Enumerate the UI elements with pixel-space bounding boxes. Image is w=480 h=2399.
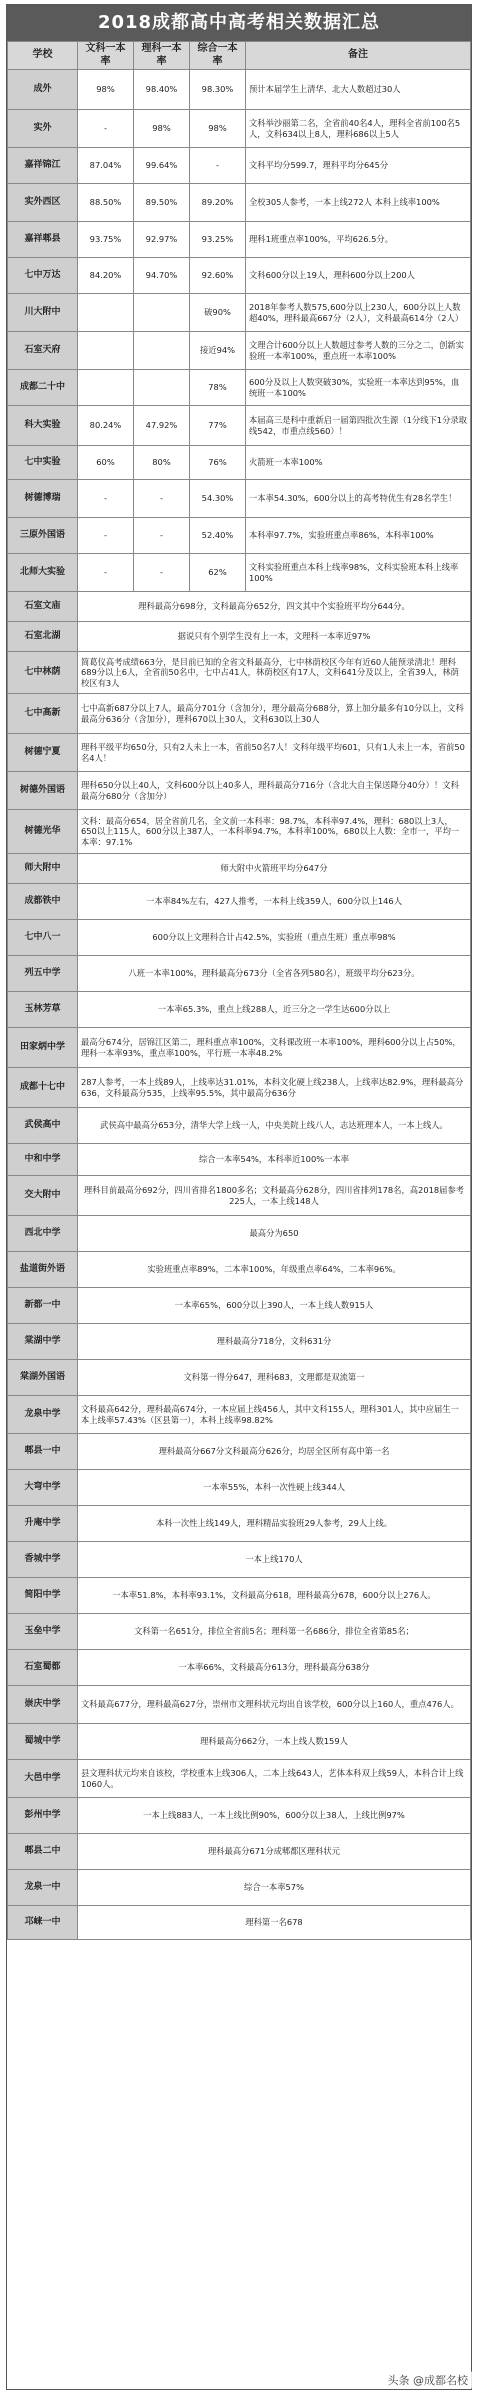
wen-rate-cell: 98% xyxy=(78,70,134,110)
school-name-cell: 川大附中 xyxy=(8,294,78,332)
table-header-row xyxy=(8,42,471,70)
wen-rate-cell: - xyxy=(78,554,134,592)
header-zong-rate: 综合一本率 xyxy=(190,42,246,70)
school-name-cell: 大弯中学 xyxy=(8,1470,78,1506)
table-row xyxy=(8,592,471,622)
note-cell: 一本率55%，本科一次性硬上线344人 xyxy=(78,1470,471,1506)
wen-rate-cell: - xyxy=(78,480,134,518)
school-name-cell: 蜀城中学 xyxy=(8,1724,78,1760)
wen-rate-cell: 60% xyxy=(78,446,134,480)
school-name-cell: 西北中学 xyxy=(8,1216,78,1252)
table-row xyxy=(8,1028,471,1068)
zong-rate-cell: 77% xyxy=(190,406,246,446)
table-row xyxy=(8,854,471,884)
note-cell: 一本率51.8%，本科率93.1%，文科最高分618，理科最高分678，600分以上276人。 xyxy=(78,1578,471,1614)
table-row xyxy=(8,1396,471,1434)
table-row xyxy=(8,1578,471,1614)
table-row xyxy=(8,370,471,406)
table-row xyxy=(8,1506,471,1542)
school-name-cell: 嘉祥锦江 xyxy=(8,148,78,184)
note-cell: 本届高三是科中重新启一届第四批次生源（1分线下1分录取线542，市重点线560）！ xyxy=(246,406,471,446)
note-cell: 2018年参考人数575,600分以上230人，600分以上人数超40%，理科最高667分（2人），文科最高614分（2人） xyxy=(246,294,471,332)
note-cell: 综合一本率54%，本科率近100%一本率 xyxy=(78,1144,471,1176)
school-name-cell: 树德宁夏 xyxy=(8,734,78,772)
note-cell: 预计本届学生上清华、北大人数超过30人 xyxy=(246,70,471,110)
note-cell: 最高分为650 xyxy=(78,1216,471,1252)
table-row xyxy=(8,1068,471,1108)
li-rate-cell: 80% xyxy=(134,446,190,480)
table-row xyxy=(8,1108,471,1144)
school-name-cell: 七中八一 xyxy=(8,920,78,956)
table-row xyxy=(8,148,471,184)
zong-rate-cell: 78% xyxy=(190,370,246,406)
table-row xyxy=(8,446,471,480)
note-cell: 文理合计600分以上人数超过参考人数的三分之二，创新实验班一本率100%，重点班一本率100% xyxy=(246,332,471,370)
note-cell: 理科最高分662分，一本上线人数159人 xyxy=(78,1724,471,1760)
table-row xyxy=(8,406,471,446)
table-row xyxy=(8,70,471,110)
note-cell: 文科最高642分，理科最高674分，一本应届上线456人，其中文科155人，理科301人，其中应届生一本上线率57.43%（区县第一），本科上线率98.82% xyxy=(78,1396,471,1434)
li-rate-cell xyxy=(134,370,190,406)
school-name-cell: 崇庆中学 xyxy=(8,1686,78,1724)
table-row xyxy=(8,694,471,734)
wen-rate-cell xyxy=(78,294,134,332)
table-row xyxy=(8,1288,471,1324)
note-cell: 文科第一名651分，排位全省前5名；理科第一名686分，排位全省第85名； xyxy=(78,1614,471,1650)
table-row xyxy=(8,1216,471,1252)
zong-rate-cell: 接近94% xyxy=(190,332,246,370)
school-name-cell: 盐道街外语 xyxy=(8,1252,78,1288)
header-li-rate: 理科一本率 xyxy=(134,42,190,70)
school-name-cell: 田家炳中学 xyxy=(8,1028,78,1068)
note-cell: 综合一本率57% xyxy=(78,1870,471,1906)
table-row xyxy=(8,1360,471,1396)
table-row xyxy=(8,1724,471,1760)
note-cell: 287人参考，一本上线89人，上线率达31.01%，本科文化硬上线238人，上线率达82.9%，理科最高分636，文科最高分535，上线率95.5%，其中最高分636分 xyxy=(78,1068,471,1108)
table-row xyxy=(8,1906,471,1940)
school-name-cell: 简阳中学 xyxy=(8,1578,78,1614)
school-name-cell: 大邑中学 xyxy=(8,1760,78,1798)
school-name-cell: 三原外国语 xyxy=(8,518,78,554)
note-cell: 文科：最高分654，居全省前几名，全文前一本科率：98.7%，本科率97.4%，理科：680以上3人，650以上115人，600分以上387人，一本科率94.7%，本科率100%，680以上人数：全市一，平均一本率：97.1% xyxy=(78,810,471,854)
school-name-cell: 成都铁中 xyxy=(8,884,78,920)
li-rate-cell: - xyxy=(134,480,190,518)
school-name-cell: 成外 xyxy=(8,70,78,110)
note-cell: 理科目前最高分692分，四川省排名1800多名；文科最高分628分，四川省排列178名，高2018届参考225人，一本上线148人 xyxy=(78,1176,471,1216)
school-name-cell: 玉林芳草 xyxy=(8,992,78,1028)
zong-rate-cell: - xyxy=(190,148,246,184)
zong-rate-cell: 93.25% xyxy=(190,222,246,258)
school-name-cell: 成都二十中 xyxy=(8,370,78,406)
li-rate-cell xyxy=(134,294,190,332)
page-title: 2018成都高中高考相关数据汇总 xyxy=(7,5,471,41)
table-row xyxy=(8,110,471,148)
zong-rate-cell: 54.30% xyxy=(190,480,246,518)
school-name-cell: 玉垒中学 xyxy=(8,1614,78,1650)
wen-rate-cell xyxy=(78,332,134,370)
header-wen-rate: 文科一本率 xyxy=(78,42,134,70)
school-name-cell: 新都一中 xyxy=(8,1288,78,1324)
school-name-cell: 师大附中 xyxy=(8,854,78,884)
li-rate-cell: 99.64% xyxy=(134,148,190,184)
note-cell: 一本率54.30%，600分以上的高考特优生有28名学生！ xyxy=(246,480,471,518)
table-row xyxy=(8,1870,471,1906)
school-name-cell: 升庵中学 xyxy=(8,1506,78,1542)
li-rate-cell: - xyxy=(134,518,190,554)
zong-rate-cell: 破90% xyxy=(190,294,246,332)
li-rate-cell: - xyxy=(134,554,190,592)
table-row xyxy=(8,222,471,258)
table-row xyxy=(8,1252,471,1288)
note-cell: 火箭班一本率100% xyxy=(246,446,471,480)
table-row xyxy=(8,1542,471,1578)
note-cell: 600分及以上人数突破30%，实验班一本率达到95%，血统班一本100% xyxy=(246,370,471,406)
data-table xyxy=(7,41,471,1940)
note-cell: 一本上线170人 xyxy=(78,1542,471,1578)
note-cell: 县文理科状元均来自该校，学校重本上线306人，二本上线643人，艺体本科双上线59人，本科合计上线1060人。 xyxy=(78,1760,471,1798)
table-row xyxy=(8,184,471,222)
wen-rate-cell: 88.50% xyxy=(78,184,134,222)
note-cell: 理科1班重点率100%，平均626.5分。 xyxy=(246,222,471,258)
table-row xyxy=(8,332,471,370)
note-cell: 文科平均分599.7，理科平均分645分 xyxy=(246,148,471,184)
note-cell: 文科举沙丽第二名，全省前40名4人，理科全省前100名5人，文科634以上8人，理科686以上5人 xyxy=(246,110,471,148)
note-cell: 理科最高分718分，文科631分 xyxy=(78,1324,471,1360)
table-row xyxy=(8,1176,471,1216)
header-note: 备注 xyxy=(246,42,471,70)
table-row xyxy=(8,622,471,652)
li-rate-cell: 94.70% xyxy=(134,258,190,294)
wen-rate-cell xyxy=(78,370,134,406)
school-name-cell: 树德博瑞 xyxy=(8,480,78,518)
table-row xyxy=(8,1650,471,1686)
school-name-cell: 石室北湖 xyxy=(8,622,78,652)
li-rate-cell: 98% xyxy=(134,110,190,148)
table-row xyxy=(8,992,471,1028)
school-name-cell: 科大实验 xyxy=(8,406,78,446)
note-cell: 理科650分以上40人，文科600分以上40多人，理科最高分716分（含北大自主保送降分40分）！文科最高分680分（含加分） xyxy=(78,772,471,810)
school-name-cell: 实外 xyxy=(8,110,78,148)
table-row xyxy=(8,518,471,554)
note-cell: 一本上线883人，一本上线比例90%，600分以上38人，上线比例97% xyxy=(78,1798,471,1834)
zong-rate-cell: 89.20% xyxy=(190,184,246,222)
school-name-cell: 实外西区 xyxy=(8,184,78,222)
note-cell: 简葛仪高考成绩663分，是目前已知的全省文科最高分，七中林荫校区今年有近60人能预录清北！理科689分以上6人，全省前50名中，七中占41人，林荫校区有17人，文科641分及以上，全省39人，林荫校区有3人 xyxy=(78,652,471,694)
note-cell: 理科平级平均650分，只有2人未上一本，省前50名7人！文科年级平均601，只有1人未上一本，省前50名4人！ xyxy=(78,734,471,772)
note-cell: 师大附中火箭班平均分647分 xyxy=(78,854,471,884)
note-cell: 理科最高分671分成郫都区理科状元 xyxy=(78,1834,471,1870)
note-cell: 理科最高分698分，文科最高分652分，四文其中个实验班平均分644分。 xyxy=(78,592,471,622)
wen-rate-cell: 87.04% xyxy=(78,148,134,184)
school-name-cell: 交大附中 xyxy=(8,1176,78,1216)
watermark-label: 头条 @成都名校 xyxy=(384,2371,473,2389)
note-cell: 七中高新687分以上7人，最高分701分（含加分），理分最高分688分，算上加分最多有10分以上，文科最高分636分（含加分），理科670以上30人，文科630以上30人 xyxy=(78,694,471,734)
school-name-cell: 中和中学 xyxy=(8,1144,78,1176)
school-name-cell: 龙泉一中 xyxy=(8,1870,78,1906)
li-rate-cell: 98.40% xyxy=(134,70,190,110)
note-cell: 理科第一名678 xyxy=(78,1906,471,1940)
zong-rate-cell: 92.60% xyxy=(190,258,246,294)
note-cell: 文科600分以上19人，理科600分以上200人 xyxy=(246,258,471,294)
wen-rate-cell: - xyxy=(78,110,134,148)
school-name-cell: 棠湖中学 xyxy=(8,1324,78,1360)
note-cell: 八班一本率100%，理科最高分673分（全省各列580名），班级平均分623分。 xyxy=(78,956,471,992)
wen-rate-cell: 93.75% xyxy=(78,222,134,258)
note-cell: 文科第一得分647，理科683，文理都是双流第一 xyxy=(78,1360,471,1396)
school-name-cell: 列五中学 xyxy=(8,956,78,992)
table-row xyxy=(8,956,471,992)
wen-rate-cell: - xyxy=(78,518,134,554)
school-name-cell: 邛崃一中 xyxy=(8,1906,78,1940)
note-cell: 文科实验班重点本科上线率98%，文科实验班本科上线率100% xyxy=(246,554,471,592)
note-cell: 实验班重点率89%，二本率100%，年级重点率64%，二本率96%。 xyxy=(78,1252,471,1288)
note-cell: 一本率65.3%，重点上线288人，近三分之一学生达600分以上 xyxy=(78,992,471,1028)
table-row xyxy=(8,810,471,854)
table-row xyxy=(8,884,471,920)
zong-rate-cell: 98% xyxy=(190,110,246,148)
school-name-cell: 嘉祥郫县 xyxy=(8,222,78,258)
note-cell: 文科最高677分，理科最高627分，崇州市文理科状元均出自该学校，600分以上160人，重点476人。 xyxy=(78,1686,471,1724)
li-rate-cell xyxy=(134,332,190,370)
school-name-cell: 七中高新 xyxy=(8,694,78,734)
note-cell: 一本率65%，600分以上390人，一本上线人数915人 xyxy=(78,1288,471,1324)
zong-rate-cell: 98.30% xyxy=(190,70,246,110)
table-row xyxy=(8,1470,471,1506)
note-cell: 最高分674分，居锦江区第二，理科重点率100%，文科课改班一本率100%，理科600分以上占50%，理科一本率93%，重点率100%，平行班一本率48.2% xyxy=(78,1028,471,1068)
note-cell: 一本率66%，文科最高分613分，理科最高分638分 xyxy=(78,1650,471,1686)
table-row xyxy=(8,258,471,294)
school-name-cell: 棠湖外国语 xyxy=(8,1360,78,1396)
wen-rate-cell: 84.20% xyxy=(78,258,134,294)
li-rate-cell: 89.50% xyxy=(134,184,190,222)
school-name-cell: 香城中学 xyxy=(8,1542,78,1578)
school-name-cell: 树德外国语 xyxy=(8,772,78,810)
wen-rate-cell: 80.24% xyxy=(78,406,134,446)
school-name-cell: 七中万达 xyxy=(8,258,78,294)
table-row xyxy=(8,1144,471,1176)
table-row xyxy=(8,294,471,332)
table-row xyxy=(8,1434,471,1470)
li-rate-cell: 47.92% xyxy=(134,406,190,446)
school-name-cell: 七中林荫 xyxy=(8,652,78,694)
school-name-cell: 石室蜀都 xyxy=(8,1650,78,1686)
school-name-cell: 郫县二中 xyxy=(8,1834,78,1870)
header-school: 学校 xyxy=(8,42,78,70)
note-cell: 本科率97.7%，实验班重点率86%，本科率100% xyxy=(246,518,471,554)
table-row xyxy=(8,772,471,810)
note-cell: 本科一次性上线149人，理科精品实验班29人参考，29人上线。 xyxy=(78,1506,471,1542)
table-row xyxy=(8,1686,471,1724)
school-name-cell: 石室文庙 xyxy=(8,592,78,622)
school-name-cell: 龙泉中学 xyxy=(8,1396,78,1434)
table-row xyxy=(8,1760,471,1798)
table-row xyxy=(8,734,471,772)
table-row xyxy=(8,1798,471,1834)
note-cell: 据说只有个别学生没有上一本，文理科一本率近97% xyxy=(78,622,471,652)
note-cell: 全校305人参考，一本上线272人 本科上线率100% xyxy=(246,184,471,222)
school-name-cell: 郫县一中 xyxy=(8,1434,78,1470)
school-name-cell: 七中实验 xyxy=(8,446,78,480)
school-name-cell: 北师大实验 xyxy=(8,554,78,592)
note-cell: 武侯高中最高分653分，清华大学上线一人，中央美院上线八人，志达班理本人，一本上线人。 xyxy=(78,1108,471,1144)
note-cell: 理科最高分667分文科最高分626分，均居全区所有高中第一名 xyxy=(78,1434,471,1470)
note-cell: 600分以上文理科合计占42.5%，实验班（重点生班）重点率98% xyxy=(78,920,471,956)
data-table-panel xyxy=(6,4,472,2390)
table-row xyxy=(8,1614,471,1650)
table-row xyxy=(8,554,471,592)
zong-rate-cell: 52.40% xyxy=(190,518,246,554)
school-name-cell: 武侯高中 xyxy=(8,1108,78,1144)
table-row xyxy=(8,652,471,694)
table-row xyxy=(8,1324,471,1360)
school-name-cell: 树德光华 xyxy=(8,810,78,854)
table-row xyxy=(8,920,471,956)
table-row xyxy=(8,1834,471,1870)
school-name-cell: 石室天府 xyxy=(8,332,78,370)
zong-rate-cell: 62% xyxy=(190,554,246,592)
school-name-cell: 彭州中学 xyxy=(8,1798,78,1834)
zong-rate-cell: 76% xyxy=(190,446,246,480)
li-rate-cell: 92.97% xyxy=(134,222,190,258)
note-cell: 一本率84%左右，427人推考，一本科上线359人，600分以上146人 xyxy=(78,884,471,920)
school-name-cell: 成都十七中 xyxy=(8,1068,78,1108)
table-row xyxy=(8,480,471,518)
